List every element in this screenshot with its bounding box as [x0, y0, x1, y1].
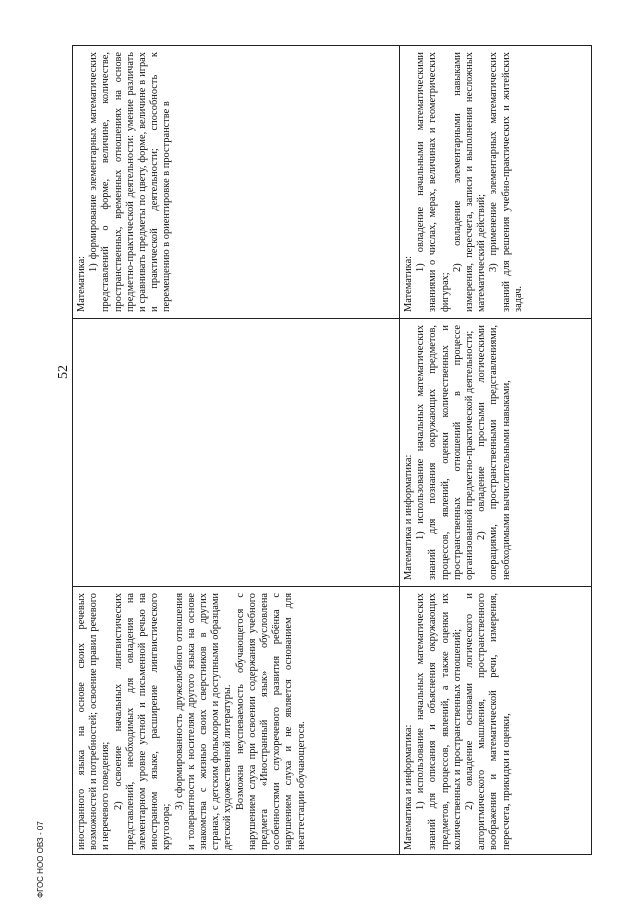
table-inner — [73, 46, 592, 855]
col1-top-p2: 2) освоение начальных лингвистических представлений, необходимых для овладения на элементарном уровне устной и письменной речью на иностранном языке, расширение лингвистического кругозора; — [112, 593, 173, 850]
column-3-top-cell — [73, 46, 400, 318]
column-3-bottom-cell — [400, 46, 592, 318]
col2-bottom-p1: 1) использование начальных математических знаний для познания окружающих предметов, процессов, явлений, оценки количественных и пространственных отношений в процессе организованной предметно-практической деятельности; — [415, 325, 476, 580]
col2-bottom-p2: 2) овладение простыми логическими операциями, пространственными представлениями, необходимыми вычислительными навыками, — [476, 325, 512, 580]
column-1-top-cell — [73, 587, 400, 855]
col3-top-heading: Математика: — [76, 255, 87, 312]
column-2-top-cell — [73, 319, 400, 586]
col3-mid-heading: Математика: — [403, 255, 414, 312]
col1-top-p1: иностранного языка на основе своих речевых возможностей и потребностей; освоение правил речевого и неречевого поведения; — [76, 593, 112, 850]
col1-bottom-heading: Математика и информатика: — [403, 724, 414, 850]
column-1-bottom-cell — [400, 587, 592, 855]
col1-top-p4: Возможна неуспеваемость обучающегося с нарушением слуха при освоении содержания учебного предмета «Иностранный язык» обусловлена особенностями слухоречевого развития ребёнка с нарушением слуха и не является основанием для неаттестации обучающегося. — [234, 593, 307, 850]
page-number: 52 — [56, 365, 71, 379]
col1-top-p3: 3) сформированность дружелюбного отношения и толерантности к носителям другого языка на основе знакомства с жизнью своих сверстников в других странах, с детским фольклором и доступными образцами детской художественной литературы. — [173, 593, 234, 850]
column-2 — [73, 318, 592, 586]
footer-code: ФГОС НОО ОВЗ - 07 — [36, 821, 45, 898]
column-1 — [73, 586, 592, 855]
standards-table — [72, 45, 592, 855]
column-2-bottom-cell — [400, 319, 592, 586]
col3-mid-p2: 2) овладение элементарными навыками измерения, пересчета, записи и выполнения несложных математический действий; — [451, 52, 488, 312]
col1-bottom-p2: 2) овладение основами логического и алгоритмического мышления, пространственного воображения и математической речи, измерения, пересчета, прикидки и оценки, — [464, 593, 512, 850]
col1-bottom-p1: 1) использование начальных математических знаний для описания и объяснения окружающих предметов, процессов, явлений, а также оценки их количественных и пространственных отношений; — [415, 593, 463, 850]
col3-mid-p3: 3) применение элементарных математических знаний для решения учебно-практических и житейских задач. — [488, 52, 524, 312]
col2-bottom-heading: Математика и информатика: — [403, 454, 414, 580]
column-3 — [73, 46, 592, 318]
col3-mid-p1: 1) овладение начальными математическими знаниями о числах, мерах, величинах и геометрических фигурах; — [415, 52, 451, 312]
col3-top-p1: 1) формирование элементарных математических представлений о форме, величине, количестве, пространственных, временных отношениях на основе предметно-практической деятельности: умение различать и сравнивать предметы по цвету, форме, величине в играх и практической деятельности; способность к перемещению в ориентировке в пространстве в — [88, 52, 173, 312]
